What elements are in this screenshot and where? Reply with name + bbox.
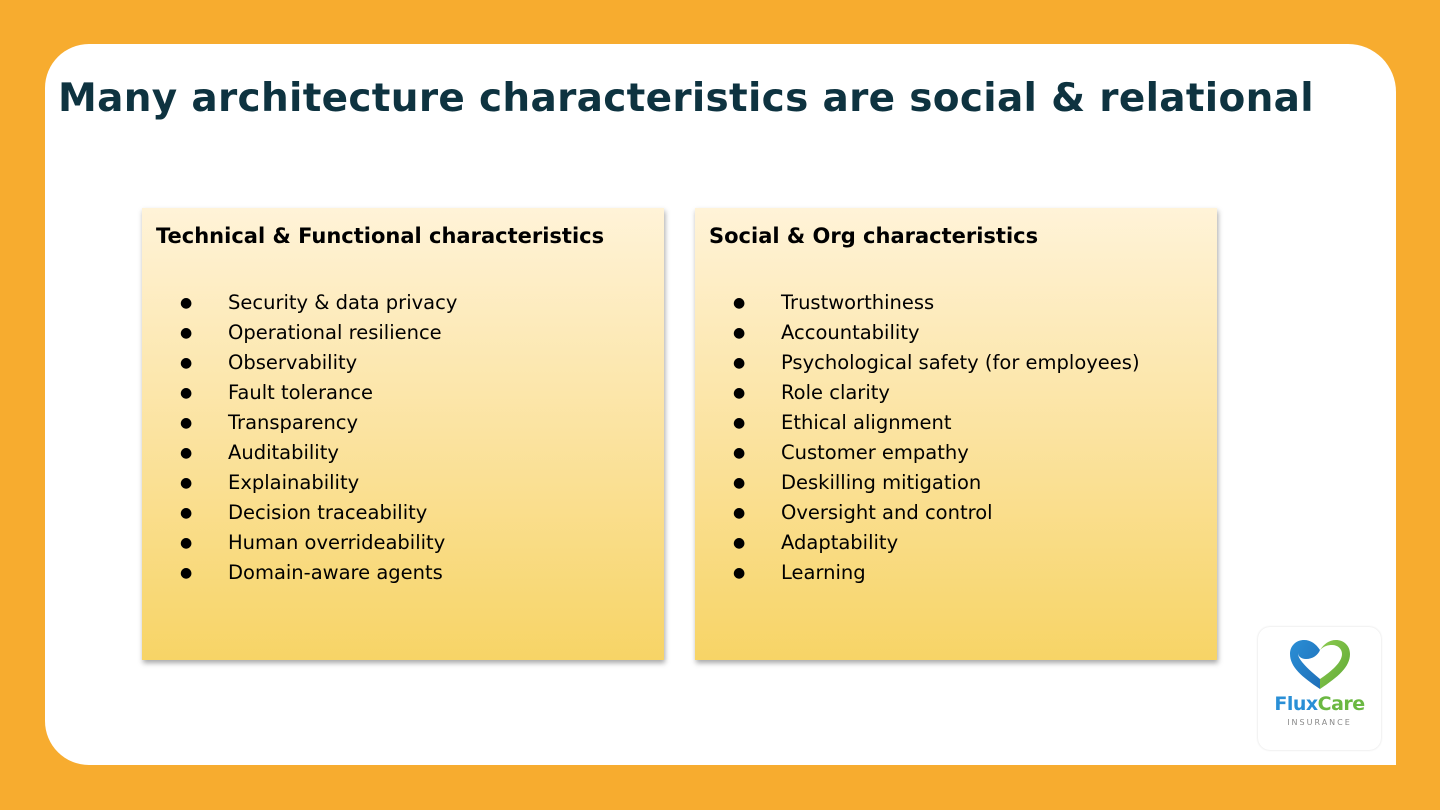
list-item: ● Auditability (142, 438, 457, 468)
bullet-icon: ● (733, 325, 746, 341)
bullet-icon: ● (733, 355, 746, 371)
slide-title: Many architecture characteristics are social & relational (58, 76, 1314, 121)
list-item: ● Accountability (695, 318, 1140, 348)
bullet-icon: ● (733, 505, 746, 521)
bullet-icon: ● (733, 445, 746, 461)
characteristics-list (142, 288, 457, 588)
heart-logo-icon (1288, 639, 1352, 691)
bullet-icon: ● (733, 565, 746, 581)
bullet-icon: ● (180, 565, 193, 581)
bullet-icon: ● (180, 505, 193, 521)
bullet-icon: ● (180, 385, 193, 401)
list-item: ● Decision traceability (142, 498, 457, 528)
fluxcare-logo (1258, 627, 1381, 750)
list-item: ● Domain-aware agents (142, 558, 457, 588)
bullet-icon: ● (180, 475, 193, 491)
bullet-icon: ● (733, 535, 746, 551)
list-item: ● Psychological safety (for employees) (695, 348, 1140, 378)
slide (45, 44, 1396, 765)
bullet-icon: ● (733, 415, 746, 431)
card-title: Technical & Functional characteristics (156, 224, 605, 248)
bullet-icon: ● (180, 445, 193, 461)
list-item: ● Fault tolerance (142, 378, 457, 408)
list-item: ● Security & data privacy (142, 288, 457, 318)
bullet-icon: ● (180, 535, 193, 551)
bullet-icon: ● (733, 385, 746, 401)
list-item: ● Trustworthiness (695, 288, 1140, 318)
bullet-icon: ● (180, 295, 193, 311)
list-item: ● Human overrideability (142, 528, 457, 558)
list-item: ● Learning (695, 558, 1140, 588)
social-org-characteristics-card (695, 208, 1217, 660)
technical-characteristics-card (142, 208, 664, 660)
list-item: ● Transparency (142, 408, 457, 438)
bullet-icon: ● (180, 415, 193, 431)
list-item: ● Role clarity (695, 378, 1140, 408)
card-title: Social & Org characteristics (709, 224, 1039, 248)
logo-subtitle: INSURANCE (1287, 718, 1352, 727)
list-item: ● Customer empathy (695, 438, 1140, 468)
bullet-icon: ● (180, 325, 193, 341)
list-item: ● Observability (142, 348, 457, 378)
bullet-icon: ● (733, 295, 746, 311)
logo-name: FluxCare (1274, 693, 1365, 715)
bullet-icon: ● (733, 475, 746, 491)
list-item: ● Operational resilience (142, 318, 457, 348)
list-item: ● Oversight and control (695, 498, 1140, 528)
characteristics-list (695, 288, 1140, 588)
list-item: ● Adaptability (695, 528, 1140, 558)
bullet-icon: ● (180, 355, 193, 371)
list-item: ● Explainability (142, 468, 457, 498)
list-item: ● Deskilling mitigation (695, 468, 1140, 498)
list-item: ● Ethical alignment (695, 408, 1140, 438)
